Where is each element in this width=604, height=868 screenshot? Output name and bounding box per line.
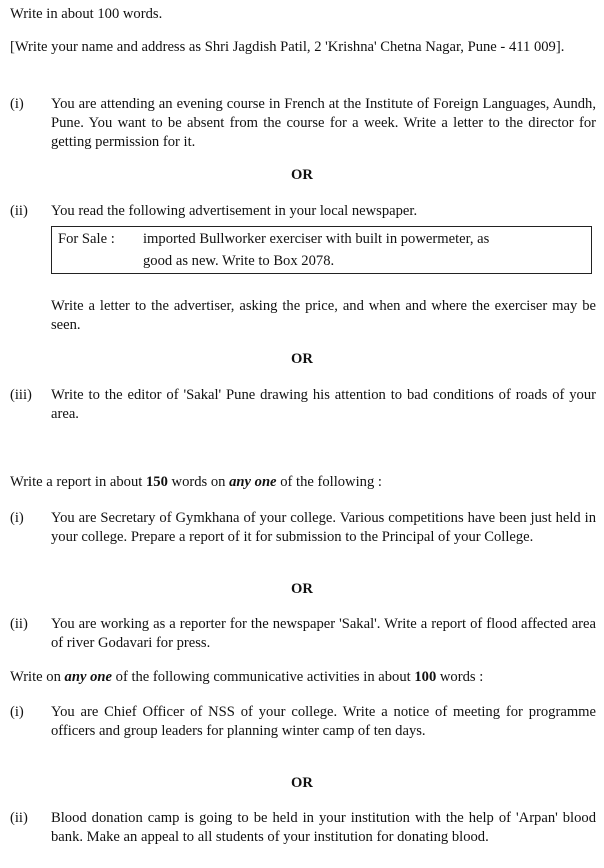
q1-item-i	[10, 95, 596, 152]
q3-word-count: 100	[414, 669, 437, 685]
ad-followup-text: Write a letter to the advertiser, asking the price, and when and where the exerciser may be seen.	[51, 298, 596, 333]
item-text: You read the following advertisement in your local newspaper.	[51, 203, 418, 219]
ad-followup	[10, 297, 596, 335]
item-text: Blood donation camp is going to be held in your institution with the help of 'Arpan' blood bank. Make an appeal to all students of your institution for donating blood.	[51, 810, 596, 845]
or-divider: OR	[291, 581, 313, 597]
item-number: (i)	[10, 704, 24, 720]
q2-instruction-post: of the following :	[280, 474, 382, 490]
item-number: (i)	[10, 510, 24, 526]
ad-label: For Sale :	[58, 231, 115, 247]
item-text: You are attending an evening course in French at the Institute of Foreign Languages, Aundh, Pune. You want to be absent from the course for a week. Write a letter to the director for getting permission for it.	[51, 96, 596, 150]
item-text: You are working as a reporter for the newspaper 'Sakal'. Write a report of flood affected area of river Godavari for press.	[51, 616, 596, 651]
item-number: (ii)	[10, 203, 28, 219]
or-divider: OR	[291, 351, 313, 367]
address-note: [Write your name and address as Shri Jagdish Patil, 2 'Krishna' Chetna Nagar, Pune - 411 009].	[10, 39, 565, 55]
q2-instruction-pre: Write a report in about	[10, 474, 143, 490]
item-text: Write to the editor of 'Sakal' Pune drawing his attention to bad conditions of roads of your area.	[51, 387, 596, 422]
q3-emphasis: any one	[64, 669, 112, 685]
q3-instruction-post: words :	[439, 669, 484, 685]
q1-instruction: Write in about 100 words.	[10, 6, 163, 22]
item-number: (ii)	[10, 616, 28, 632]
advertisement-box	[51, 226, 592, 274]
q3-instruction-mid: of the following communicative activities in about	[115, 669, 411, 685]
q3-instruction-pre: Write on	[10, 669, 61, 685]
ad-line-2: good as new. Write to Box 2078.	[143, 253, 335, 269]
q1-item-ii	[10, 202, 596, 221]
item-text: You are Secretary of Gymkhana of your college. Various competitions have been just held in your college. Prepare a report of it for submission to the Principal of your College.	[51, 510, 596, 545]
q3-instruction	[10, 668, 596, 687]
item-number: (ii)	[10, 810, 28, 826]
item-number: (iii)	[10, 387, 32, 403]
or-divider: OR	[291, 167, 313, 183]
q2-word-count: 150	[145, 474, 168, 490]
item-text: You are Chief Officer of NSS of your college. Write a notice of meeting for programme officers and group leaders for planning winter camp of ten days.	[51, 704, 596, 739]
q3-item-ii	[10, 809, 596, 847]
q2-item-i	[10, 509, 596, 547]
q2-instruction	[10, 473, 596, 492]
q2-instruction-mid: words on	[171, 474, 226, 490]
ad-line-1: imported Bullworker exerciser with built in powermeter, as	[143, 231, 490, 247]
item-number: (i)	[10, 96, 24, 112]
or-divider: OR	[291, 775, 313, 791]
q2-item-ii	[10, 615, 596, 653]
q1-item-iii	[10, 386, 596, 424]
q3-item-i	[10, 703, 596, 741]
q2-emphasis: any one	[229, 474, 277, 490]
